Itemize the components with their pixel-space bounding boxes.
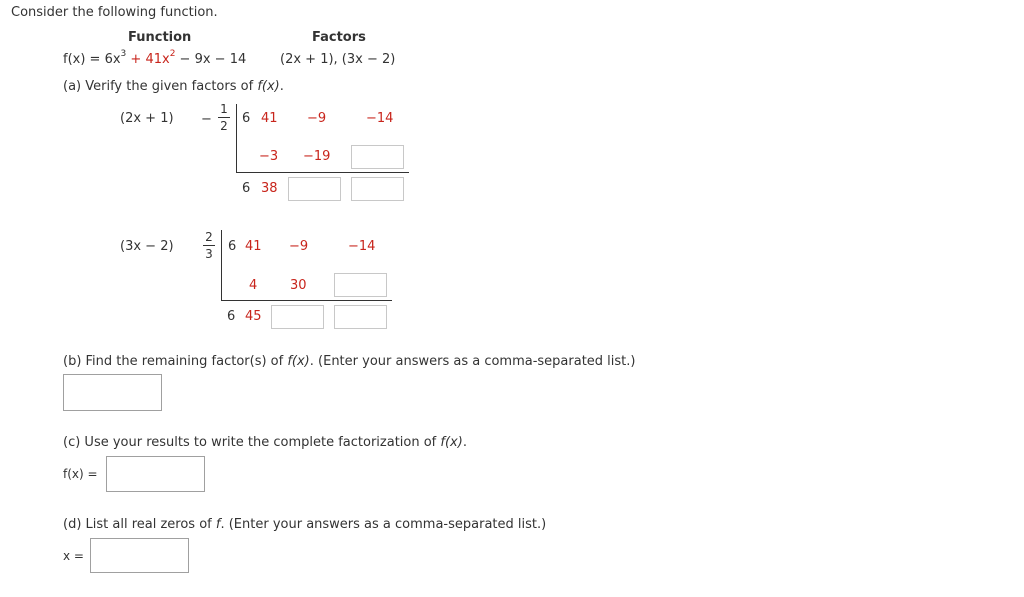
div1-row3-input-1[interactable] — [288, 177, 341, 201]
div2-factor: (3x − 2) — [120, 239, 174, 254]
part-a-prompt: (a) Verify the given factors of f(x). — [63, 79, 284, 94]
div1-root-fraction — [218, 103, 230, 132]
div2-coeff-1: 6 — [228, 239, 237, 254]
div1-root-denominator: 2 — [220, 119, 228, 133]
part-c-prompt: (c) Use your results to write the complete factorization of f(x). — [63, 435, 467, 450]
div1-row2-value-2: −19 — [303, 149, 331, 164]
div2-coeff-3: −9 — [289, 239, 309, 254]
div2-root-denominator: 3 — [205, 247, 213, 261]
factors-list: (2x + 1), (3x − 2) — [280, 52, 396, 67]
div2-row2-value-2: 30 — [290, 278, 307, 293]
term-rest: − 9x − 14 — [175, 52, 247, 67]
div1-coeff-4: −14 — [366, 111, 394, 126]
term-quadratic: + 41x — [126, 52, 170, 67]
div1-factor: (2x + 1) — [120, 111, 174, 126]
div2-row3-input-2[interactable] — [334, 305, 387, 329]
div1-horizontal-rule — [236, 172, 409, 173]
part-b-prompt: (b) Find the remaining factor(s) of f(x). (Enter your answers as a comma-separated list.) — [63, 354, 636, 369]
div2-row3-value-1: 6 — [227, 309, 236, 324]
div1-coeff-1: 6 — [242, 111, 251, 126]
div2-vertical-rule — [221, 230, 222, 300]
div2-coeff-4: −14 — [348, 239, 376, 254]
div1-coeff-3: −9 — [307, 111, 327, 126]
part-d-prompt: (d) List all real zeros of f. (Enter your answers as a comma-separated list.) — [63, 517, 547, 532]
div1-vertical-rule — [236, 104, 237, 172]
term-cubic: 6x — [104, 52, 121, 67]
term-quadratic-exponent: 2 — [169, 48, 176, 59]
div1-root-numerator: 1 — [220, 102, 228, 116]
div1-root-sign: − — [201, 112, 212, 127]
remaining-factors-input[interactable] — [63, 374, 162, 411]
factors-header: Factors — [312, 30, 366, 45]
factorization-input[interactable] — [106, 456, 205, 492]
term-cubic-exponent: 3 — [120, 48, 127, 59]
div1-row3-value-1: 6 — [242, 181, 251, 196]
div2-row3-value-2: 45 — [245, 309, 262, 324]
function-header: Function — [128, 30, 192, 45]
div2-row2-input[interactable] — [334, 273, 387, 297]
div2-root-numerator: 2 — [205, 230, 213, 244]
div2-row2-value-1: 4 — [249, 278, 258, 293]
function-expression — [63, 48, 247, 68]
factorization-label: f(x) = — [63, 467, 98, 481]
zeros-label: x = — [63, 549, 84, 563]
div1-coeff-2: 41 — [261, 111, 278, 126]
div1-row3-value-2: 38 — [261, 181, 278, 196]
div2-row3-input-1[interactable] — [271, 305, 324, 329]
div1-row2-value-1: −3 — [259, 149, 279, 164]
div1-row3-input-2[interactable] — [351, 177, 404, 201]
real-zeros-input[interactable] — [90, 538, 189, 573]
intro-text: Consider the following function. — [11, 5, 218, 20]
div2-coeff-2: 41 — [245, 239, 262, 254]
div2-root-fraction — [203, 231, 215, 260]
div2-horizontal-rule — [221, 300, 392, 301]
div1-row2-input[interactable] — [351, 145, 404, 169]
function-lhs: f(x) = — [63, 52, 105, 67]
